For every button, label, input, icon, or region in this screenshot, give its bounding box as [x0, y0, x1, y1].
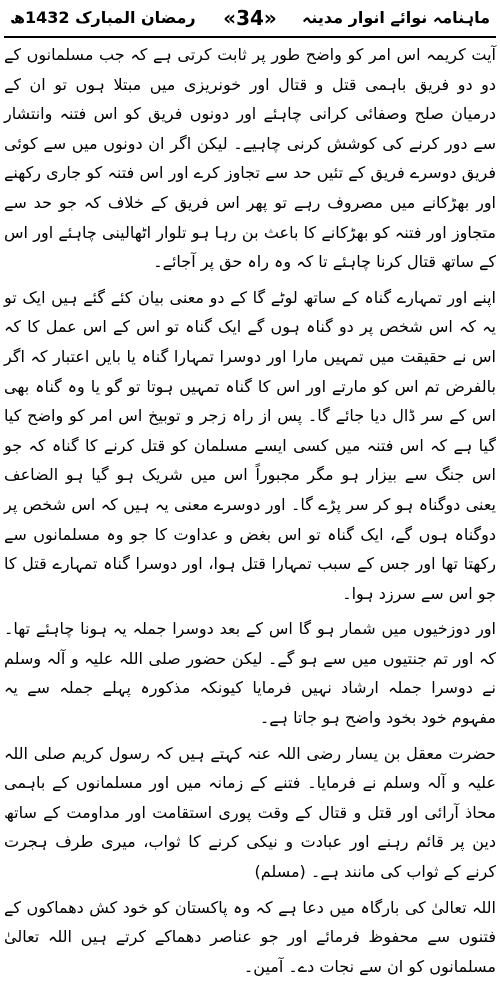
- paragraph-3: اور دوزخیوں میں شمار ہو گا اس کے بعد دوسرا جملہ یہ ہونا چاہئے تھا۔ کہ اور تم جنتیوں میں سے ہو گے۔ لیکن حضور صلی اللہ علیہ و آلہ وسلم نے دوسرا جملہ ارشاد نہیں فرمایا کیونکہ مذکورہ پہلے جملہ سے یہ مفہوم خود بخود واضح ہو جاتا ہے۔: [4, 619, 496, 728]
- article-body: [4, 40, 496, 976]
- paragraph-1: آیت کریمہ اس امر کو واضح طور پر ثابت کرتی ہے کہ جب مسلمانوں کے دو دو فریق باہمی قتل و قتال اور خونریزی میں مبتلا ہوں تو ان کے درمیان صلح وصفائی کرانی چاہئے اور دونوں فریق کو اس فتنہ وانتشار سے دور کرنے کی کوشش کرنی چاہیے۔ لیکن اگر ان دونوں میں سے کوئی فریق دوسرے فریق کے تئیں حد سے تجاوز کرے اور اس فتنہ کو جاری رکھنے اور بھڑکانے میں مصروف رہے تو پھر اس فریق کے خلاف کہ جو حد سے متجاوز اور فتنہ کو بھڑکانے کا باعث بن رہا ہو تلوار اٹھالینی چاہئے اور اس کے ساتھ قتال کرنا چاہئے تا کہ وہ راہ حق پر آجائے۔: [4, 45, 496, 272]
- paragraph-2: اپنے اور تمہارے گناہ کے ساتھ لوٹے گا کے دو معنی بیان کئے گئے ہیں ایک تو یہ کہ اس شخص پر دو گناہ ہوں گے ایک گناہ تو اس کے اس عمل کا کہ اس نے حقیقت میں تمہیں مارا اور دوسرا تمہارا گناہ یا بایں اعتبار کہ اگر بالفرض تم اس کو مارتے اور اس کا گناہ تمہیں ہوتا تو گو یا وہ گناہ بھی اس کے سر ڈال دیا جائے گا۔ پس از راہ زجر و توبیخ اس امر کو واضح کیا گیا ہے کہ اس فتنہ میں کسی ایسے مسلمان کو قتل کرنے کا گناہ کہ جو اس جنگ سے بیزار ہو مگر مجبوراً اس میں شریک ہو گیا ہو الضاعف یعنی دوگناہ ہو کر سر پڑے گا۔ اور دوسرے معنی یہ ہیں کہ اس شخص پر دوگناہ ہوں گے، ایک گناہ تو اس بغض و عداوت کا جو وہ مسلمانوں سے رکھتا تھا اور جس کے سبب تمہارا قتل ہوا، اور دوسرا گناہ تمہارے قتل کا جو اس سے سرزد ہوا۔: [4, 287, 496, 603]
- page-number: «34»: [223, 6, 277, 30]
- paragraph-5: اللہ تعالیٰ کی بارگاہ میں دعا ہے کہ وہ پاکستان کو خود کش دھماکوں کے فتنوں سے محفوظ فرمائے اور جو عناصر دھماکے کرتے ہیں اللہ تعالیٰ مسلمانوں کو ان سے نجات دے۔ آمین۔: [4, 897, 496, 976]
- magazine-title: ماہنامہ نوائے انوار مدینہ: [301, 8, 490, 27]
- paragraph-4: حضرت معقل بن یسار رضی اللہ عنہ کہتے ہیں کہ رسول کریم صلی اللہ علیہ و آلہ وسلم نے فرمایا۔ فتنے کے زمانہ میں اور مسلمانوں کے باہمی محاذ آرائی اور قتل و قتال کے وقت پوری استقامت اور مداومت کے ساتھ دین پر قائم رہنے اور عبادت و نیکی کرنے کا ثواب، میری طرف ہجرت کرنے کے ثواب کی مانند ہے۔ (مسلم): [4, 743, 496, 882]
- header-divider: [4, 36, 496, 38]
- issue-date: رمضان المبارک 1432ھ: [10, 8, 196, 27]
- page-header: [4, 2, 496, 36]
